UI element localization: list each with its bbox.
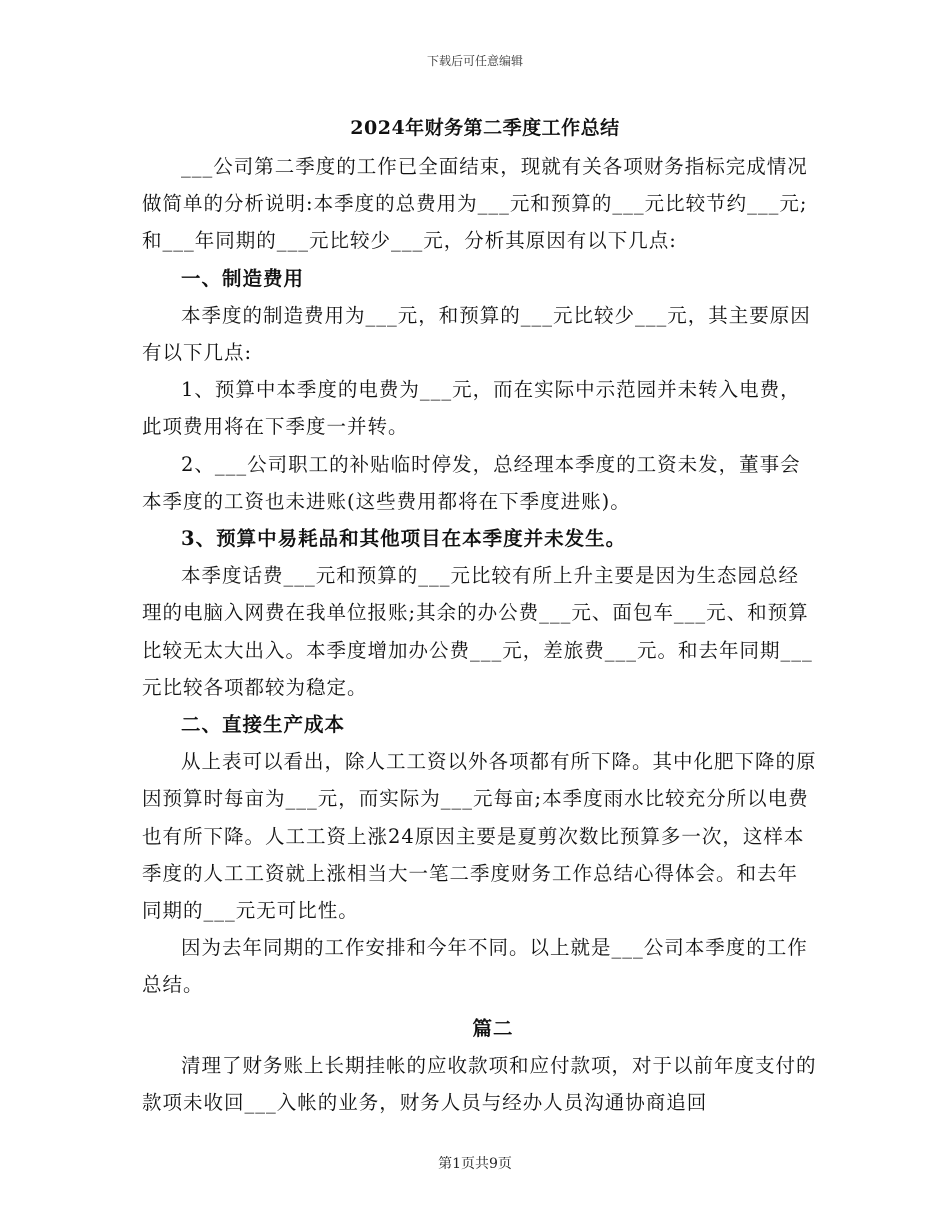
paragraph: 清理了财务账上长期挂帐的应收款项和应付款项，对于以前年度支付的款项未收回___入帐的业务，财务人员与经办人员沟通协商追回 <box>142 1053 817 1115</box>
bold-list-item: 3、预算中易耗品和其他项目在本季度并未发生。 <box>181 527 627 551</box>
section-heading-manufacturing-costs: 一、制造费用 <box>181 266 305 290</box>
paragraph: 从上表可以看出，除人工工资以外各项都有所下降。其中化肥下降的原因预算时每亩为___元，而实际为___元每亩;本季度雨水比较充分所以电费也有所下降。人工工资上涨24原因主要是夏剪次数比预算多一次，这样本季度的人工工资就上涨相当大一笔二季度财务工作总结心得体会。和去年同期的___元无可比性。 <box>142 750 817 923</box>
document-title: 2024年财务第二季度工作总结 <box>350 117 620 139</box>
paragraph: 本季度的制造费用为___元，和预算的___元比较少___元，其主要原因有以下几点: <box>142 303 811 365</box>
document-body <box>142 148 818 1121</box>
paragraph: 2、___公司职工的补贴临时停发，总经理本季度的工资未发，董事会本季度的工资也未进账(这些费用都将在下季度进账)。 <box>142 452 801 513</box>
part-two-heading: 篇二 <box>472 1016 514 1040</box>
paragraph: 1、预算中本季度的电费为___元，而在实际中示范园并未转入电费，此项费用将在下季度一并转。 <box>142 378 801 439</box>
page-header-note: 下载后可任意编辑 <box>426 54 523 68</box>
section-heading-direct-production-costs: 二、直接生产成本 <box>181 713 346 737</box>
paragraph: 因为去年同期的工作安排和今年不同。以上就是___公司本季度的工作总结。 <box>142 936 808 997</box>
page-number: 第1页共9页 <box>438 1156 512 1172</box>
paragraph: 本季度话费___元和预算的___元比较有所上升主要是因为生态园总经理的电脑入网费在我单位报账;其余的办公费___元、面包车___元、和预算比较无太大出入。本季度增加办公费___元，差旅费___元。和去年同期___元比较各项都较为稳定。 <box>142 564 813 699</box>
intro-paragraph: ___公司第二季度的工作已全面结束，现就有关各项财务指标完成情况做简单的分析说明:本季度的总费用为___元和预算的___元比较节约___元;和___年同期的___元比较少___元，分析其原因有以下几点: <box>142 155 808 253</box>
